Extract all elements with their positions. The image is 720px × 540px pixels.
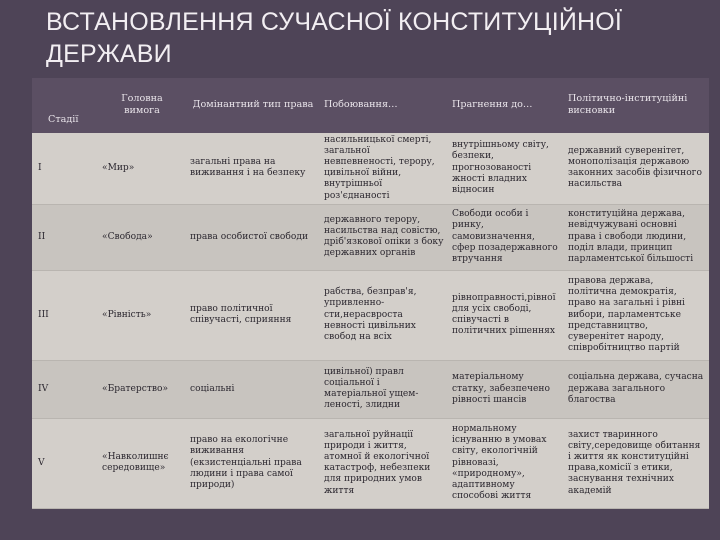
cell-aspiration: рівноправності,рівної для усіх свободі, співучасті в політичних рішеннях: [448, 270, 564, 360]
cell-conclusion: конституційна держава, невідчужувані основні права і свободи людини, поділ влади, принцип парламентської більшості: [564, 204, 709, 270]
header-demand: Головна вимога: [98, 78, 186, 132]
cell-stage: II: [32, 204, 98, 270]
cell-fear: рабства, безправ'я, упривленно-сти,нерасвроста невності цивільних свобод на всіх: [320, 270, 448, 360]
cell-fear: цивільної) правл соціальної і матеріальної ущем-леності, злидни: [320, 360, 448, 418]
header-aspiration: Прагнення до…: [448, 78, 564, 132]
cell-right-type: права особистої свободи: [186, 204, 320, 270]
cell-stage: III: [32, 270, 98, 360]
cell-fear: загальної руйнації природи і життя, атомної й екологічної катастроф, небезпеки для природних умов життя: [320, 418, 448, 508]
cell-demand: «Свобода»: [98, 204, 186, 270]
cell-conclusion: правова держава, політична демократія, право на загальні і рівні вибори, парламентське представництво, суверенітет народу, співробітництво партій: [564, 270, 709, 360]
slide-title: ВСТАНОВЛЕННЯ СУЧАСНОЇ КОНСТИТУЦІЙНОЇ ДЕРЖАВИ: [46, 8, 623, 68]
cell-conclusion: захист тваринного світу,середовище обитання і життя як конституційні права,комісії з етики, заснування технічних академій: [564, 418, 709, 508]
cell-fear: насильницької смерті, загальної невпевненості, терору, цивільної війни, внутрішньої роз'єднаності: [320, 132, 448, 204]
cell-right-type: право на екологічне виживання (екзистенціальні права людини і права самої природи): [186, 418, 320, 508]
cell-aspiration: Свободи особи і ринку, самовизначення, сфер позадержавного втручання: [448, 204, 564, 270]
cell-stage: IV: [32, 360, 98, 418]
cell-demand: «Рівність»: [98, 270, 186, 360]
table-row: [32, 204, 709, 270]
constitution-stages-table: [32, 78, 709, 509]
table-row: [32, 418, 709, 508]
cell-stage: I: [32, 132, 98, 204]
cell-demand: «Братерство»: [98, 360, 186, 418]
table-row: [32, 132, 709, 204]
constitution-stages-table-wrap: [32, 78, 709, 502]
cell-aspiration: нормальному існуванню в умовах світу, екологічній рівновазі, «природному», адаптивному способові життя: [448, 418, 564, 508]
cell-right-type: загальні права на виживання і на безпеку: [186, 132, 320, 204]
cell-fear: державного терору, насильства над совістю, дріб'язкової опіки з боку державних органів: [320, 204, 448, 270]
cell-aspiration: матеріальному статку, забезпечено рівності шансів: [448, 360, 564, 418]
header-stage: Стадії: [32, 78, 98, 132]
header-fear: Побоювання…: [320, 78, 448, 132]
header-right-type: Домінантний тип права: [186, 78, 320, 132]
table-row: [32, 270, 709, 360]
cell-conclusion: соціальна держава, сучасна держава загального благоства: [564, 360, 709, 418]
cell-aspiration: внутрішньому світу, безпеки, прогнозованості жності владних відносин: [448, 132, 564, 204]
cell-stage: V: [32, 418, 98, 508]
cell-conclusion: державний суверенітет, монополізація державою законних засобів фізичного насильства: [564, 132, 709, 204]
cell-right-type: соціальні: [186, 360, 320, 418]
header-conclusion: Політично-інституційні висновки: [564, 78, 709, 132]
table-header-row: [32, 78, 709, 132]
cell-demand: «Навколишнє середовище»: [98, 418, 186, 508]
table-row: [32, 360, 709, 418]
cell-demand: «Мир»: [98, 132, 186, 204]
cell-right-type: право політичної співучасті, сприяння: [186, 270, 320, 360]
